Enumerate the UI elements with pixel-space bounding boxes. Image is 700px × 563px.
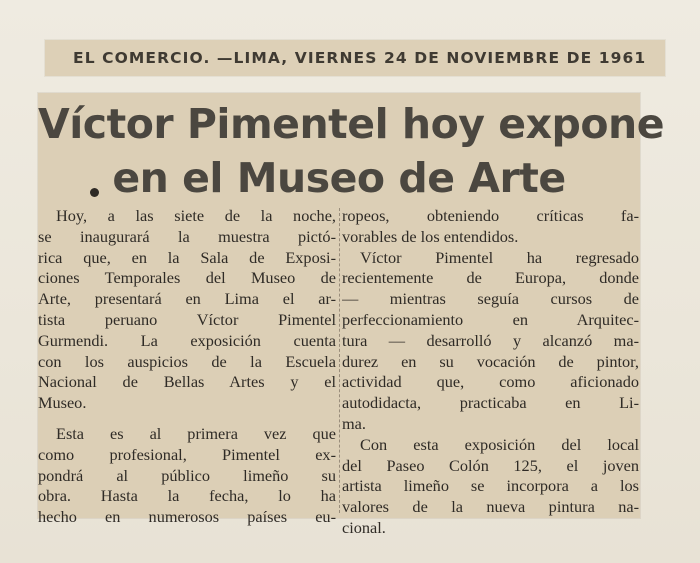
- dateline: EL COMERCIO. —LIMA, VIERNES 24 DE NOVIEMBRE DE 1961: [73, 49, 647, 67]
- paragraph-gap: [38, 414, 336, 424]
- article-clipping: [38, 93, 665, 537]
- text-line: ropeos, obteniendo críticas fa-: [342, 206, 639, 225]
- text-line: tista peruano Víctor Pimentel: [38, 309, 336, 329]
- ink-spot: [90, 188, 99, 197]
- paragraph: [342, 248, 639, 435]
- text-line: Arte, presentará en Lima el ar-: [38, 289, 336, 309]
- paragraph: [342, 435, 639, 539]
- text-line: Nacional de Bellas Artes y el: [38, 372, 336, 392]
- text-line: actividad que, como aficionado: [342, 372, 639, 392]
- text-line: pondrá al público limeño su: [38, 465, 336, 485]
- text-line: Víctor Pimentel ha regresado: [360, 247, 639, 267]
- text-line: como profesional, Pimentel ex-: [38, 444, 336, 464]
- text-line: perfeccionamiento en Arquitec-: [342, 309, 639, 329]
- paragraph: [38, 424, 336, 528]
- article-column-left: [38, 206, 336, 528]
- text-line: ma.: [342, 413, 366, 433]
- text-line: tura — desarrolló y alcanzó ma-: [342, 330, 639, 350]
- text-line: Gurmendi. La exposición cuenta: [38, 330, 336, 350]
- text-line: rica que, en la Sala de Exposi-: [38, 247, 336, 267]
- headline-line-1: Víctor Pimentel hoy expone: [38, 100, 665, 148]
- text-line: vorables de los entendidos.: [342, 226, 519, 246]
- dateline-clipping: [45, 40, 665, 76]
- paragraph: [38, 206, 336, 414]
- text-line: Museo.: [38, 393, 87, 413]
- text-line: obra. Hasta la fecha, lo ha: [38, 486, 336, 506]
- article-column-right: [342, 206, 639, 539]
- paragraph: [342, 206, 639, 248]
- text-line: autodidacta, practicaba en Li-: [342, 393, 639, 413]
- text-line: recientemente de Europa, donde: [342, 268, 639, 288]
- text-line: Con esta exposición del local: [360, 434, 639, 454]
- text-line: hecho en numerosos países eu-: [38, 507, 336, 527]
- text-line: cional.: [342, 517, 386, 537]
- text-line: con los auspicios de la Escuela: [38, 351, 336, 371]
- text-line: valores de la nueva pintura na-: [342, 497, 639, 517]
- column-divider: [339, 208, 340, 513]
- text-line: Esta es al primera vez que: [56, 423, 336, 443]
- headline: [38, 93, 665, 203]
- text-line: se inaugurará la muestra pictó-: [38, 226, 336, 246]
- headline-line-2: en el Museo de Arte: [112, 154, 566, 202]
- text-line: durez en su vocación de pintor,: [342, 351, 639, 371]
- text-line: artista limeño se incorpora a los: [342, 476, 639, 496]
- text-line: — mientras seguía cursos de: [342, 289, 639, 309]
- text-line: Hoy, a las siete de la noche,: [56, 206, 336, 225]
- text-line: del Paseo Colón 125, el joven: [342, 455, 639, 475]
- text-line: ciones Temporales del Museo de: [38, 268, 336, 288]
